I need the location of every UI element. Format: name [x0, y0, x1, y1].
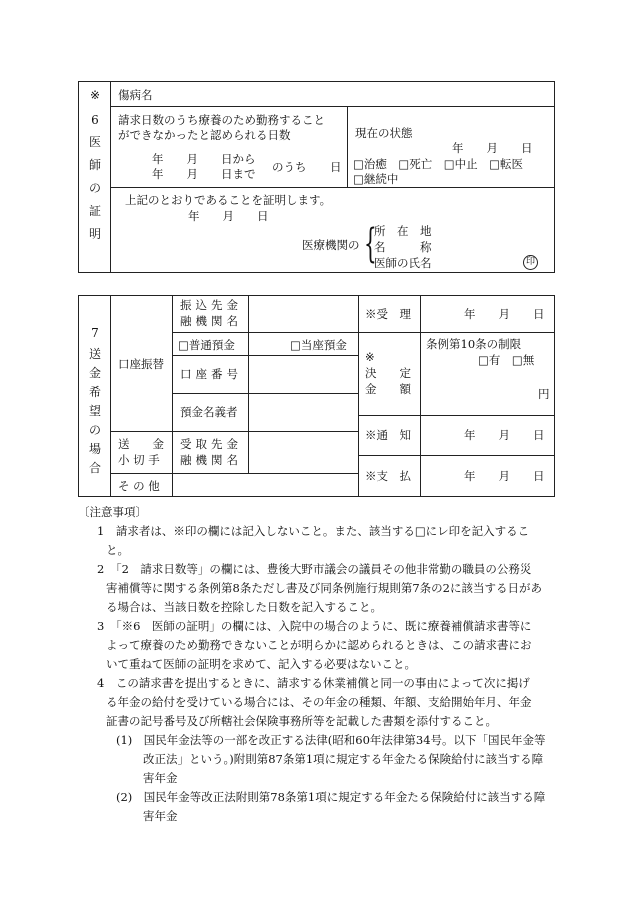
account-holder-label: 預金名義者	[180, 405, 238, 419]
yen-unit: 円	[538, 387, 550, 401]
account-number-label: 口座番号	[180, 367, 242, 381]
section6-mark: ※	[89, 88, 101, 102]
current-deposit-checkbox[interactable]: □当座預金	[290, 338, 347, 352]
section6-title-char: 証	[88, 204, 101, 218]
remittance-check-line2: 小 切 手	[118, 453, 160, 467]
receiving-bank-line1: 受取先金	[180, 437, 242, 451]
note-line: (1) 国民年金法等の一部を改正する法律(昭和60年法律第34号。以下「国民年金等	[116, 733, 546, 747]
section7-title-char: 送	[88, 347, 101, 361]
note-line: る場合は、当該日数を控除した日数を記入すること。	[106, 600, 382, 614]
section7-title-char: の	[88, 423, 101, 437]
of-which-label: のうち	[272, 160, 307, 174]
limit-options[interactable]: □有 □無	[478, 353, 535, 367]
notice-date: 年 月 日	[464, 428, 545, 442]
note-line: いて重ねて医師の証明を求めて、記入する必要はないこと。	[106, 657, 416, 671]
payment-date: 年 月 日	[464, 469, 545, 483]
section7-title-char: 場	[88, 442, 101, 456]
days-label-line2: ができなかったと認められる日数	[118, 128, 291, 142]
note-line: と。	[106, 543, 129, 557]
section6-title-char: 明	[88, 227, 101, 241]
limit-label: 条例第10条の制限	[426, 337, 522, 351]
remittance-check-line1: 送 金	[118, 437, 164, 451]
section6-number: 6	[91, 113, 99, 127]
day-unit: 日	[330, 160, 342, 174]
bank-label-line2: 融機関名	[180, 314, 242, 328]
note-line: 3 「※6 医師の証明」の欄には、入院中の場合のように、既に療養補償請求書等に	[97, 619, 532, 633]
payment-label: ※支 払	[365, 469, 411, 483]
section7-title-char: 希	[88, 385, 101, 399]
institution-name-label: 名 称	[374, 240, 432, 254]
receipt-label: ※受 理	[365, 307, 411, 321]
decision-label: 決 定	[365, 366, 411, 380]
section6-title-char: 師	[88, 158, 101, 172]
institution-label: 医療機関の	[302, 238, 360, 252]
receiving-bank-line2: 融機関名	[180, 453, 242, 467]
account-transfer-label: 口座振替	[118, 357, 164, 371]
receipt-date: 年 月 日	[464, 307, 545, 321]
bank-label-line1: 振込先金	[180, 298, 242, 312]
note-line: 害年金	[143, 771, 178, 785]
status-date: 年 月 日	[452, 141, 533, 155]
address-label: 所 在 地	[374, 224, 432, 238]
brace: {	[364, 221, 377, 267]
date-from: 年 月 日から	[152, 152, 256, 166]
note-line: 改正法」という。)附則第87条第1項に規定する年金たる保険給付に該当する障	[143, 752, 544, 766]
certify-date: 年 月 日	[188, 209, 269, 223]
status-label: 現在の状態	[355, 126, 413, 140]
note-line: 害補償等に関する条例第8条ただし書及び同条例施行規則第7条の2に該当する日があ	[106, 581, 542, 595]
note-line: (2) 国民年金等改正法附則第78条第1項に規定する年金たる保険給付に該当する障	[116, 790, 546, 804]
date-to: 年 月 日まで	[152, 167, 256, 181]
doctor-name-label: 医師の氏名	[374, 256, 432, 270]
note-line: 証書の記号番号及び所轄社会保険事務所等を記載した書類を添付すること。	[106, 714, 497, 728]
section7-number: 7	[91, 326, 99, 340]
note-line: 2 「2 請求日数等」の欄には、豊後大野市議会の議員その他非常勤の職員の公務災	[97, 562, 532, 576]
decision-mark: ※	[365, 350, 375, 364]
note-line: 1 請求者は、※印の欄には記入しないこと。また、該当する□にレ印を記入するこ	[97, 524, 530, 538]
amount-label: 金 額	[365, 382, 411, 396]
notes-heading: 〔注意事項〕	[78, 505, 147, 519]
days-label-line1: 請求日数のうち療養のため勤務すること	[118, 113, 325, 127]
note-line: よって療養のため勤務できないことが明らかに認められるときは、この請求書にお	[106, 638, 532, 652]
status-options: □治癒 □死亡 □中止 □転医	[353, 157, 523, 171]
notice-label: ※通 知	[365, 428, 411, 442]
injury-label: 傷病名	[118, 88, 153, 102]
other-label: そ の 他	[118, 479, 160, 493]
section6-title-char: の	[88, 181, 101, 195]
section7-title-char: 合	[88, 461, 101, 475]
seal-mark: 印	[523, 255, 538, 270]
status-continuing: □継続中	[353, 172, 399, 186]
ordinary-deposit-checkbox[interactable]: □普通預金	[178, 338, 235, 352]
note-line: 4 この請求書を提出するときに、請求する休業補償と同一の事由によって次に掲げ	[97, 676, 530, 690]
note-line: 害年金	[143, 809, 178, 823]
section7-title-char: 望	[88, 404, 101, 418]
section7-title-char: 金	[88, 366, 101, 380]
section6-title-char: 医	[88, 135, 101, 149]
note-line: る年金の給付を受けている場合には、その年金の種類、年額、支給開始年月、年金	[106, 695, 532, 709]
certify-statement: 上記のとおりであることを証明します。	[125, 193, 332, 207]
